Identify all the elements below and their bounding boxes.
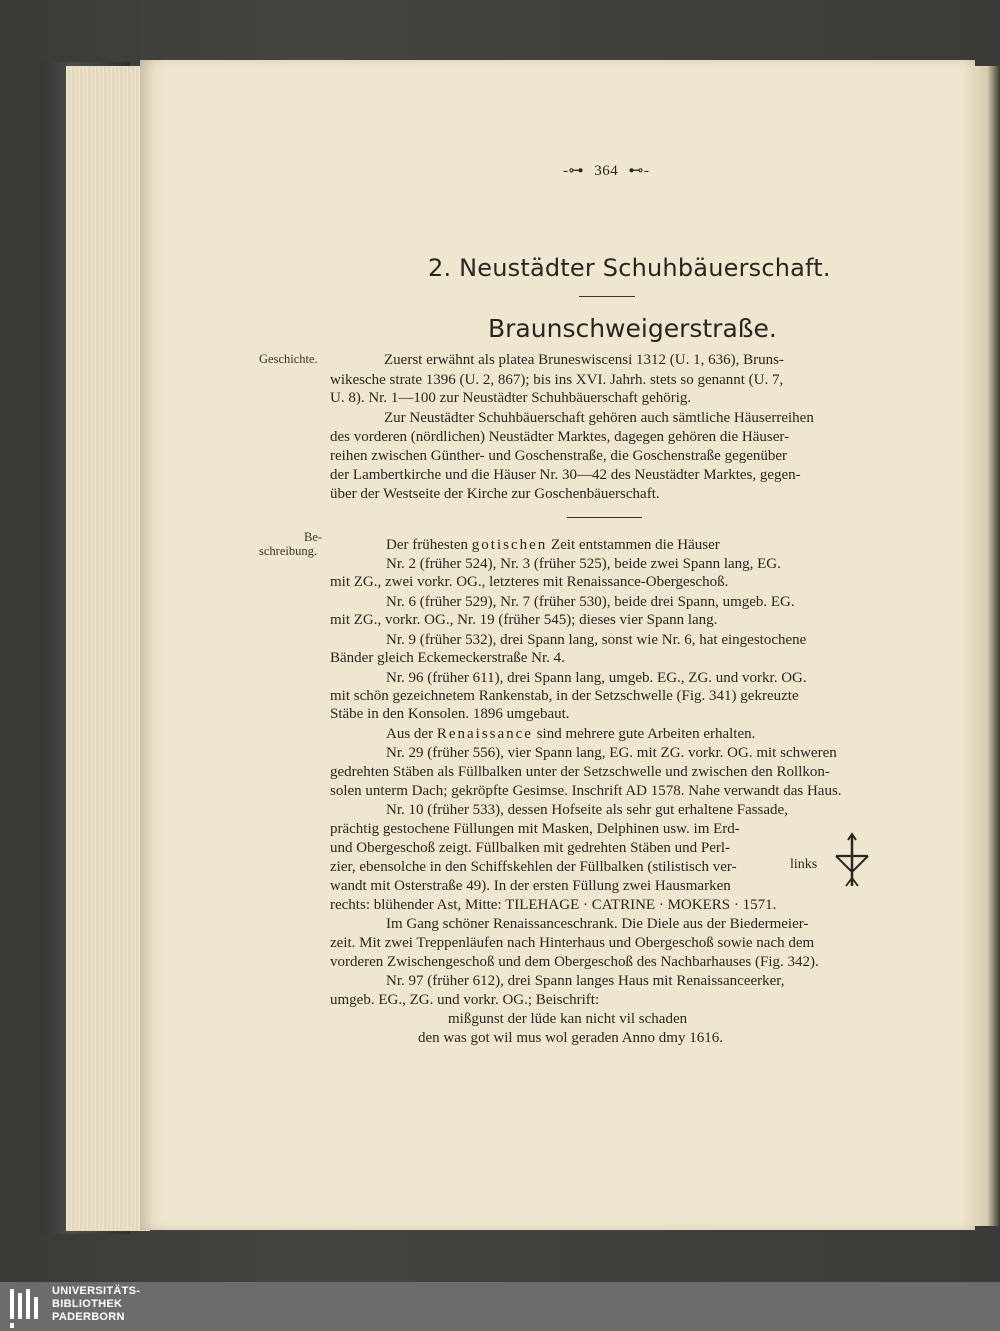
margin-note-beschreibung-2: schreibung. bbox=[259, 544, 317, 558]
text-line: Im Gang schöner Renaissanceschrank. Die Diele aus der Biedermeier- bbox=[386, 916, 809, 932]
text-line: zier, ebensolche in den Schiffskehlen der Füllbalken (stilistisch ver- bbox=[330, 859, 737, 875]
emphasized-word: gotischen bbox=[471, 537, 548, 553]
library-name-line: PADERBORN bbox=[52, 1311, 125, 1323]
page-stack-edge bbox=[66, 66, 150, 1231]
margin-note-beschreibung-1: Be- bbox=[304, 530, 323, 544]
text-line: solen unterm Dach; gekröpfte Gesimse. Inschrift AD 1578. Nahe verwandt das Haus. bbox=[330, 783, 842, 799]
margin-note-geschichte: Geschichte. bbox=[259, 352, 318, 366]
section-title: 2. Neustädter Schuhbäuerschaft. bbox=[428, 254, 831, 282]
text-line: Nr. 29 (früher 556), vier Spann lang, EG. mit ZG. vorkr. OG. mit schweren bbox=[386, 745, 837, 761]
text-line: gedrehten Stäben als Füllbalken unter der Setzschwelle und zwischen den Rollkon- bbox=[330, 764, 830, 780]
library-logo-icon bbox=[8, 1287, 46, 1329]
hausmarke-mark-icon bbox=[832, 832, 872, 892]
text-line: wikesche strate 1396 (U. 2, 867); bis ins XVI. Jahrh. stets so genannt (U. 7, bbox=[330, 372, 784, 388]
text-line: Nr. 2 (früher 524), Nr. 3 (früher 525), beide zwei Spann lang, EG. bbox=[386, 556, 781, 572]
title-rule bbox=[579, 296, 635, 297]
text-line: prächtig gestochene Füllungen mit Masken, Delphinen usw. im Erd- bbox=[330, 821, 740, 837]
ornament-left: -⊶ bbox=[563, 163, 584, 179]
text-line: zeit. Mit zwei Treppenläufen nach Hinterhaus und Obergeschoß sowie nach dem bbox=[330, 935, 815, 951]
text-line: Der frühesten gotischen Zeit entstammen die Häuser bbox=[386, 537, 720, 553]
text-line: Nr. 9 (früher 532), drei Spann lang, sonst wie Nr. 6, hat eingestochene bbox=[386, 632, 807, 648]
street-title: Braunschweigerstraße. bbox=[488, 314, 777, 343]
text-line: Nr. 10 (früher 533), dessen Hofseite als sehr gut erhaltene Fassade, bbox=[386, 802, 788, 818]
text-line: Stäbe in den Konsolen. 1896 umgebaut. bbox=[330, 706, 570, 722]
text-line: Zur Neustädter Schuhbäuerschaft gehören auch sämtliche Häuserreihen bbox=[384, 410, 814, 426]
text-line: mit ZG., zwei vorkr. OG., letzteres mit Renaissance-Obergeschoß. bbox=[330, 574, 729, 590]
text-line: und Obergeschoß zeigt. Füllbalken mit gedrehten Stäben und Perl- bbox=[330, 840, 731, 856]
section-rule bbox=[567, 517, 642, 518]
text-line: Zuerst erwähnt als platea Bruneswiscensi 1312 (U. 1, 636), Bruns- bbox=[384, 352, 784, 368]
inscription-line: mißgunst der lüde kan nicht vil schaden bbox=[448, 1011, 688, 1027]
page-number-line bbox=[563, 161, 650, 180]
ornament-right: ⊷- bbox=[628, 163, 650, 179]
text-line: vorderen Zwischengeschoß und dem Obergeschoß des Nachbarhauses (Fig. 342). bbox=[330, 954, 819, 970]
text-line: wandt mit Osterstraße 49). In der ersten Füllung zwei Hausmarken bbox=[330, 878, 731, 894]
text-line: Nr. 6 (früher 529), Nr. 7 (früher 530), beide drei Spann, umgeb. EG. bbox=[386, 594, 795, 610]
text-line: Nr. 96 (früher 611), drei Spann lang, umgeb. EG., ZG. und vorkr. OG. bbox=[386, 670, 807, 686]
text-line: rechts: blühender Ast, Mitte: TILEHAGE · CATRINE · MOKERS · 1571. bbox=[330, 897, 777, 913]
library-name bbox=[52, 1285, 140, 1324]
text-line: umgeb. EG., ZG. und vorkr. OG.; Beischrift: bbox=[330, 992, 600, 1008]
text-line: über der Westseite der Kirche zur Goschenbäuerschaft. bbox=[330, 486, 660, 502]
page-number: 364 bbox=[594, 163, 619, 179]
text-line: des vorderen (nördlichen) Neustädter Marktes, dagegen gehören die Häuser- bbox=[330, 429, 790, 445]
library-name-line: UNIVERSITÄTS- bbox=[52, 1285, 141, 1297]
text-line: mit schön gezeichnetem Rankenstab, in der Setzschwelle (Fig. 341) gekreuzte bbox=[330, 688, 799, 704]
library-name-line: BIBLIOTHEK bbox=[52, 1298, 123, 1310]
text-line: Bänder gleich Eckemeckerstraße Nr. 4. bbox=[330, 650, 565, 666]
text-line: reihen zwischen Günther- und Goschenstraße, die Goschenstraße gegenüber bbox=[330, 448, 788, 464]
text-line: U. 8). Nr. 1—100 zur Neustädter Schuhbäuerschaft gehörig. bbox=[330, 390, 692, 406]
hausmarke-label: links bbox=[790, 857, 818, 872]
page-gutter bbox=[968, 66, 1000, 1226]
inscription-line: den was got wil mus wol geraden Anno dmy 1616. bbox=[418, 1030, 723, 1046]
emphasized-word: Renaissance bbox=[436, 726, 533, 742]
text-line: der Lambertkirche und die Häuser Nr. 30—42 des Neustädter Marktes, gegen- bbox=[330, 467, 801, 483]
text-line: Nr. 97 (früher 612), drei Spann langes Haus mit Renaissanceerker, bbox=[386, 973, 785, 989]
text-line: Aus der Renaissance sind mehrere gute Arbeiten erhalten. bbox=[386, 726, 756, 742]
text-line: mit ZG., vorkr. OG., Nr. 19 (früher 545); dieses vier Spann lang. bbox=[330, 612, 718, 628]
library-footer-bar bbox=[0, 1282, 1000, 1331]
